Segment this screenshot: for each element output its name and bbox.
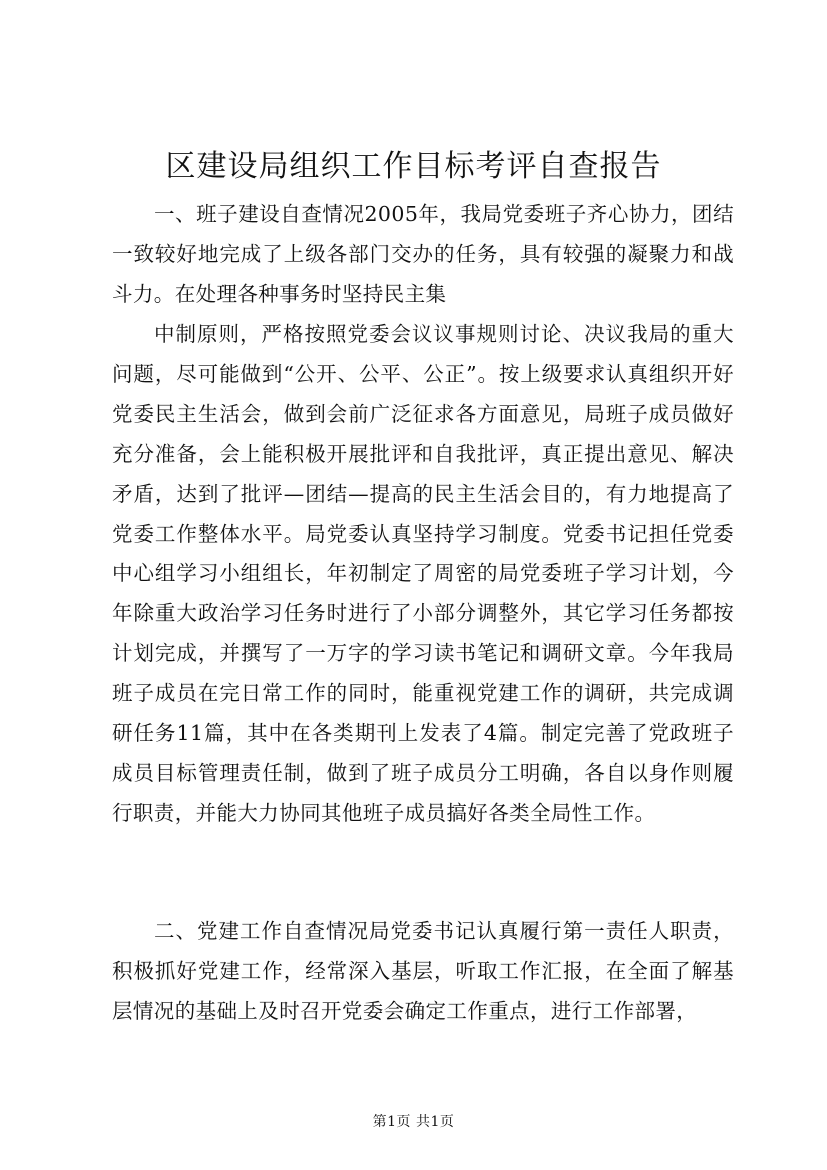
- paragraph-3: 二、党建工作自查情况局党委书记认真履行第一责任人职责，积极抓好党建工作，经常深入基层，听取工作汇报，在全面了解基层情况的基础上及时召开党委会确定工作重点，进行工作部署，: [112, 919, 734, 1023]
- paragraph-1: 一、班子建设自查情况2005年，我局党委班子齐心协力，团结一致较好地完成了上级各部门交办的任务，具有较强的凝聚力和战斗力。在处理各种事务时坚持民主集: [112, 202, 734, 306]
- paragraph-2: 中制原则，严格按照党委会议议事规则讨论、决议我局的重大问题，尽可能做到“公开、公平、公正”。按上级要求认真组织开好党委民主生活会，做到会前广泛征求各方面意见，局班子成员做好充分准备，会上能积极开展批评和自我批评，真正提出意见、解决矛盾，达到了批评—团结—提高的民主生活会目的，有力地提高了党委工作整体水平。局党委认真坚持学习制度。党委书记担任党委中心组学习小组组长，年初制定了周密的局党委班子学习计划，今年除重大政治学习任务时进行了小部分调整外，其它学习任务都按计划完成，并撰写了一万字的学习读书笔记和调研文章。今年我局班子成员在完日常工作的同时，能重视党建工作的调研，共完成调研任务11篇，其中在各类期刊上发表了4篇。制定完善了党政班子成员目标管理责任制，做到了班子成员分工明确，各自以身作则履行职责，并能大力协同其他班子成员搞好各类全局性工作。: [112, 322, 734, 825]
- document-title: 区建设局组织工作目标考评自查报告: [165, 149, 662, 184]
- page-number-footer: 第1页 共1页: [372, 1114, 455, 1130]
